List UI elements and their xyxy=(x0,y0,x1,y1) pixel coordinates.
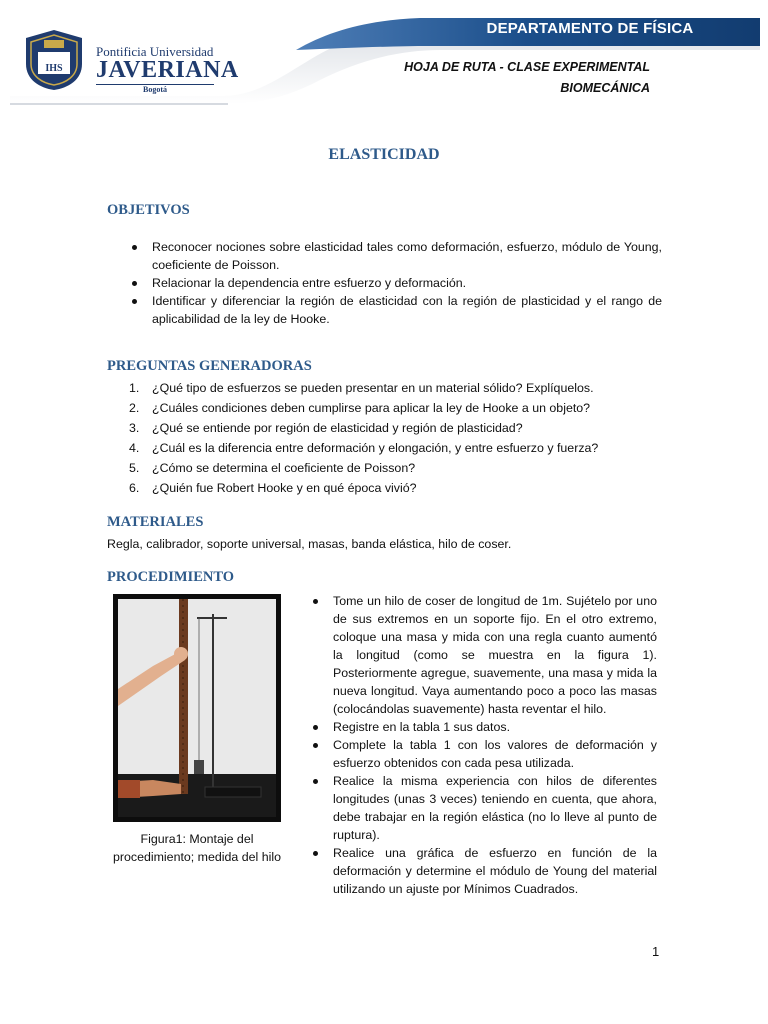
section-procedimiento-heading: PROCEDIMIENTO xyxy=(107,569,235,585)
section-objetivos-heading: OBJETIVOS xyxy=(107,202,190,218)
subject: BIOMECÁNICA xyxy=(560,81,650,95)
list-item xyxy=(129,438,669,458)
list-item: Identificar y diferenciar la región de elasticidad con la región de plasticidad y el rango de aplicabilidad de la ley de Hooke. xyxy=(129,292,662,328)
logo-line1: Pontificia Universidad xyxy=(96,44,214,59)
list-item: Reconocer nociones sobre elasticidad tales como deformación, esfuerzo, módulo de Young, coeficiente de Poisson. xyxy=(129,238,662,274)
objetivos-list xyxy=(129,238,662,328)
logo-line2: JAVERIANA xyxy=(96,57,239,83)
list-item: Relacionar la dependencia entre esfuerzo y deformación. xyxy=(129,274,662,292)
item-number: 1. xyxy=(129,381,140,395)
list-item xyxy=(129,398,669,418)
section-materiales-heading: MATERIALES xyxy=(107,514,204,530)
list-item xyxy=(129,478,669,498)
university-crest-icon xyxy=(20,28,88,92)
list-item: Realice la misma experiencia con hilos de diferentes longitudes (unas 3 veces) teniendo en cuenta, que ahora, debe trabajar en la región elástica (no lo lleve al punto de ruptura). xyxy=(310,772,657,844)
list-item: Complete la tabla 1 con los valores de deformación y esfuerzo obtenidos con cada pesa utilizada. xyxy=(310,736,657,772)
list-item xyxy=(129,458,669,478)
item-number: 3. xyxy=(129,421,140,435)
item-text: ¿Quién fue Robert Hooke y en qué época vivió? xyxy=(152,481,417,495)
university-logo xyxy=(20,28,239,96)
section-preguntas-heading: PREGUNTAS GENERADORAS xyxy=(107,358,312,374)
logo-monogram: IHS xyxy=(45,63,63,74)
item-text: ¿Cuáles condiciones deben cumplirse para aplicar la ley de Hooke a un objeto? xyxy=(152,401,591,415)
list-item: Tome un hilo de coser de longitud de 1m. Sujételo por uno de sus extremos en un soporte fijo. En el otro extremo, coloque una masa y mida con una regla cuanto aumentó la longitud (como se muestra en la figura 1). Posteriormente agregue, suavemente, una masa y mida la nueva longitud. Vaya aumentando poco a poco las masas (colocándolas suavemente) hasta reventar el hilo. xyxy=(310,592,657,718)
item-text: ¿Cómo se determina el coeficiente de Poisson? xyxy=(152,461,416,475)
item-text: ¿Qué se entiende por región de elasticidad y región de plasticidad? xyxy=(152,421,523,435)
list-item: Registre en la tabla 1 sus datos. xyxy=(310,718,657,736)
list-item xyxy=(129,378,669,398)
department-title: DEPARTAMENTO DE FÍSICA xyxy=(486,20,694,37)
page-title: ELASTICIDAD xyxy=(328,146,440,163)
item-number: 4. xyxy=(129,441,140,455)
figure-1-caption: Figura1: Montaje del procedimiento; medida del hilo xyxy=(112,832,282,864)
doc-type: HOJA DE RUTA - CLASE EXPERIMENTAL xyxy=(404,60,650,74)
item-number: 5. xyxy=(129,461,140,475)
materiales-text: Regla, calibrador, soporte universal, masas, banda elástica, hilo de coser. xyxy=(107,537,512,551)
preguntas-list xyxy=(129,378,669,498)
figure-1-photo xyxy=(113,594,281,822)
list-item xyxy=(129,418,669,438)
page-number: 1 xyxy=(652,944,660,959)
procedimiento-list xyxy=(310,592,657,898)
item-number: 2. xyxy=(129,401,140,415)
item-number: 6. xyxy=(129,481,140,495)
logo-line3: Bogotá xyxy=(96,84,214,94)
list-item: Realice una gráfica de esfuerzo en función de la deformación y determine el módulo de Young del material utilizando un ajuste por Mínimos Cuadrados. xyxy=(310,844,657,898)
item-text: ¿Cuál es la diferencia entre deformación y elongación, y entre esfuerzo y fuerza? xyxy=(152,441,599,455)
item-text: ¿Qué tipo de esfuerzos se pueden presentar en un material sólido? Explíquelos. xyxy=(152,381,594,395)
